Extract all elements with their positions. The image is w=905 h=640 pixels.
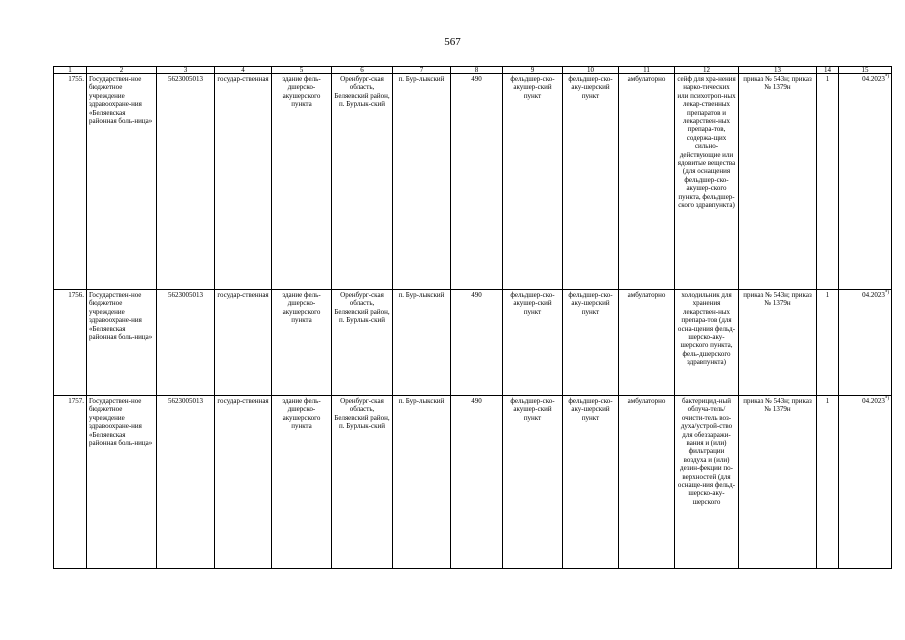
column-number: 2 <box>87 67 157 74</box>
building-type: здание фель-дшерско-акушерского пункта <box>272 290 332 396</box>
subunit-type: фельдшер-ско-аку-шерский пункт <box>563 290 619 396</box>
equipment-count: 1 <box>817 74 839 290</box>
building-type: здание фель-дшерско-акушерского пункта <box>272 74 332 290</box>
column-number: 11 <box>619 67 675 74</box>
delivery-date <box>839 74 892 290</box>
delivery-date <box>839 290 892 396</box>
footnote-mark: *) <box>884 290 889 296</box>
address: Оренбург-ская область, Беляевский район, п. Бурлык-ский <box>332 290 393 396</box>
organization-name: Государствен-ное бюджетное учреждение здравоохране-ния «Беляевская районная боль-ница» <box>87 74 157 290</box>
column-number: 12 <box>675 67 739 74</box>
locality: п. Бур-лыкский <box>393 396 451 569</box>
ownership-type: государ-ственная <box>215 290 272 396</box>
building-type: здание фель-дшерско-акушерского пункта <box>272 396 332 569</box>
unit-type: фельдшер-ско-акушер-ский пункт <box>503 396 563 569</box>
column-number-row <box>54 67 892 74</box>
organization-code: 5623005013 <box>157 290 215 396</box>
date-value: 04.2023 <box>862 75 885 83</box>
equipment-name: бактерицид-ный облуча-тель/очисти-тель воз-духа/устрой-ство для обеззаражи-вания и (или) фильтрации воздуха и (или) дезин-фекции по-верхностей (для оснаще-ния фельд-шерско-аку-шерского <box>675 396 739 569</box>
subunit-type: фельдшер-ско-аку-шерский пункт <box>563 396 619 569</box>
column-number: 1 <box>54 67 87 74</box>
delivery-date <box>839 396 892 569</box>
column-number: 14 <box>817 67 839 74</box>
unit-type: фельдшер-ско-акушер-ский пункт <box>503 290 563 396</box>
order-reference: приказ № 543н; приказ № 1379н <box>739 74 817 290</box>
equipment-name: сейф для хра-нения нарко-тических или психотроп-ных лекар-ственных препаратов и лекарствен-ных препара-тов, содержа-щих сильно-действующие или ядовитые вещества (для оснащения фельдшер-ско-акушер-ского пункта, фельдшер-ского здравпункта) <box>675 74 739 290</box>
quantity: 490 <box>451 74 503 290</box>
order-reference: приказ № 543н; приказ № 1379н <box>739 290 817 396</box>
organization-name: Государствен-ное бюджетное учреждение здравоохране-ния «Беляевская районная боль-ница» <box>87 290 157 396</box>
row-number: 1756. <box>54 290 87 396</box>
locality: п. Бур-лыкский <box>393 290 451 396</box>
column-number: 4 <box>215 67 272 74</box>
organization-code: 5623005013 <box>157 74 215 290</box>
order-reference: приказ № 543н; приказ № 1379н <box>739 396 817 569</box>
care-condition: амбулаторно <box>619 396 675 569</box>
column-number: 3 <box>157 67 215 74</box>
table-row <box>54 396 892 569</box>
quantity: 490 <box>451 396 503 569</box>
subunit-type: фельдшер-ско-аку-шерский пункт <box>563 74 619 290</box>
registry-table <box>53 66 892 569</box>
table-row <box>54 74 892 290</box>
column-number: 7 <box>393 67 451 74</box>
footnote-mark: *) <box>884 74 889 80</box>
date-value: 04.2023 <box>862 291 885 299</box>
equipment-count: 1 <box>817 396 839 569</box>
column-number: 15 <box>839 67 892 74</box>
organization-name: Государствен-ное бюджетное учреждение здравоохране-ния «Беляевская районная боль-ница» <box>87 396 157 569</box>
row-number: 1755. <box>54 74 87 290</box>
column-number: 9 <box>503 67 563 74</box>
care-condition: амбулаторно <box>619 74 675 290</box>
locality: п. Бур-лыкский <box>393 74 451 290</box>
date-value: 04.2023 <box>862 397 885 405</box>
column-number: 6 <box>332 67 393 74</box>
equipment-name: холодильник для хранения лекарствен-ных препара-тов (для осна-щения фельд-шерско-аку-шерского пункта, фель-дшерского здравпункта) <box>675 290 739 396</box>
address: Оренбург-ская область, Беляевский район, п. Бурлык-ский <box>332 396 393 569</box>
care-condition: амбулаторно <box>619 290 675 396</box>
address: Оренбург-ская область, Беляевский район, п. Бурлык-ский <box>332 74 393 290</box>
equipment-count: 1 <box>817 290 839 396</box>
footnote-mark: *) <box>884 396 889 402</box>
ownership-type: государ-ственная <box>215 396 272 569</box>
ownership-type: государ-ственная <box>215 74 272 290</box>
quantity: 490 <box>451 290 503 396</box>
organization-code: 5623005013 <box>157 396 215 569</box>
column-number: 8 <box>451 67 503 74</box>
row-number: 1757. <box>54 396 87 569</box>
unit-type: фельдшер-ско-акушер-ский пункт <box>503 74 563 290</box>
column-number: 10 <box>563 67 619 74</box>
column-number: 5 <box>272 67 332 74</box>
table-row <box>54 290 892 396</box>
page-number: 567 <box>444 36 461 48</box>
column-number: 13 <box>739 67 817 74</box>
